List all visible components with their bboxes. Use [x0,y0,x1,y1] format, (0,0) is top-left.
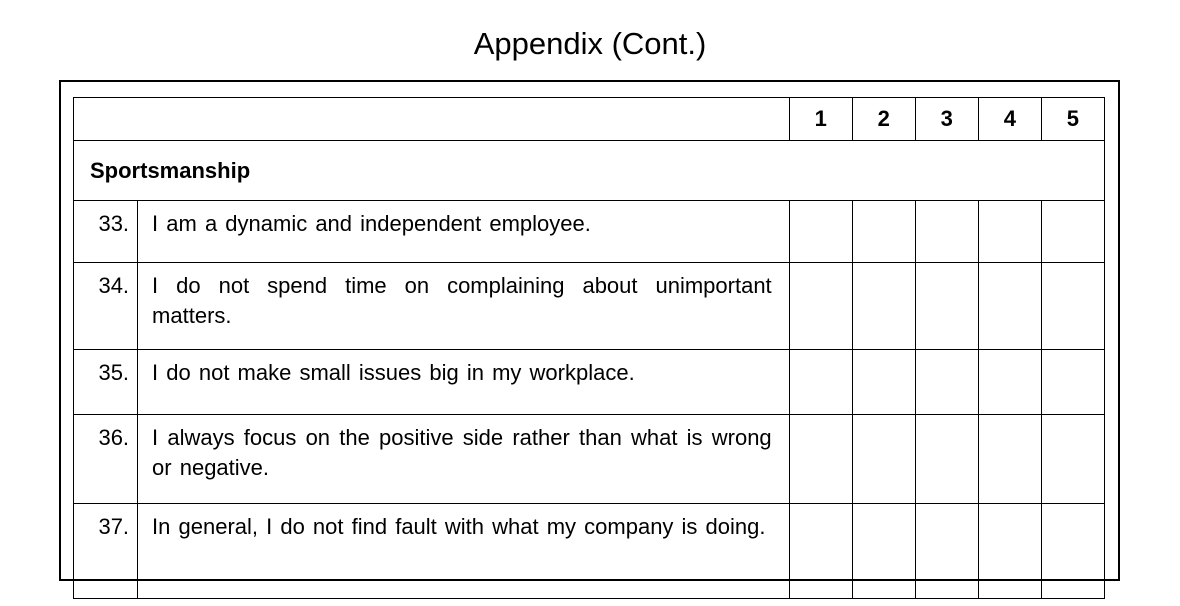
rating-cell-2[interactable] [852,350,915,415]
section-title: Sportsmanship [74,141,1105,201]
rating-cell-3[interactable] [915,263,978,350]
rating-cell-5[interactable] [1041,504,1104,599]
rating-cell-4[interactable] [978,350,1041,415]
rating-cell-5[interactable] [1041,201,1104,263]
item-number: 34. [74,263,138,350]
rating-cell-4[interactable] [978,504,1041,599]
rating-cell-4[interactable] [978,201,1041,263]
rating-cell-1[interactable] [789,415,852,504]
table-row [74,201,1105,263]
table-row [74,263,1105,350]
rating-cell-1[interactable] [789,350,852,415]
scale-header-3: 3 [915,98,978,141]
item-number: 35. [74,350,138,415]
scale-header-2: 2 [852,98,915,141]
rating-cell-4[interactable] [978,263,1041,350]
item-text: I am a dynamic and independent employee. [138,201,790,263]
table-row [74,504,1105,599]
rating-cell-2[interactable] [852,201,915,263]
item-number: 36. [74,415,138,504]
scale-header-5: 5 [1041,98,1104,141]
item-text: I do not spend time on complaining about unimportant matters. [138,263,790,350]
rating-cell-3[interactable] [915,350,978,415]
rating-cell-2[interactable] [852,415,915,504]
page-title: Appendix (Cont.) [473,26,707,61]
rating-cell-2[interactable] [852,263,915,350]
item-number: 37. [74,504,138,599]
table-row [74,415,1105,504]
rating-cell-3[interactable] [915,504,978,599]
section-row [74,141,1105,201]
item-text: I always focus on the positive side rather than what is wrong or negative. [138,415,790,504]
header-blank-cell [74,98,790,141]
survey-table [73,97,1105,599]
rating-cell-4[interactable] [978,415,1041,504]
item-text: In general, I do not find fault with what my company is doing. [138,504,790,599]
rating-cell-1[interactable] [789,263,852,350]
item-text: I do not make small issues big in my workplace. [138,350,790,415]
rating-cell-3[interactable] [915,415,978,504]
rating-cell-1[interactable] [789,201,852,263]
header-row [74,98,1105,141]
rating-cell-5[interactable] [1041,415,1104,504]
table-row [74,350,1105,415]
rating-cell-3[interactable] [915,201,978,263]
rating-cell-5[interactable] [1041,263,1104,350]
rating-cell-2[interactable] [852,504,915,599]
scale-header-1: 1 [789,98,852,141]
rating-cell-1[interactable] [789,504,852,599]
rating-cell-5[interactable] [1041,350,1104,415]
scale-header-4: 4 [978,98,1041,141]
item-number: 33. [74,201,138,263]
